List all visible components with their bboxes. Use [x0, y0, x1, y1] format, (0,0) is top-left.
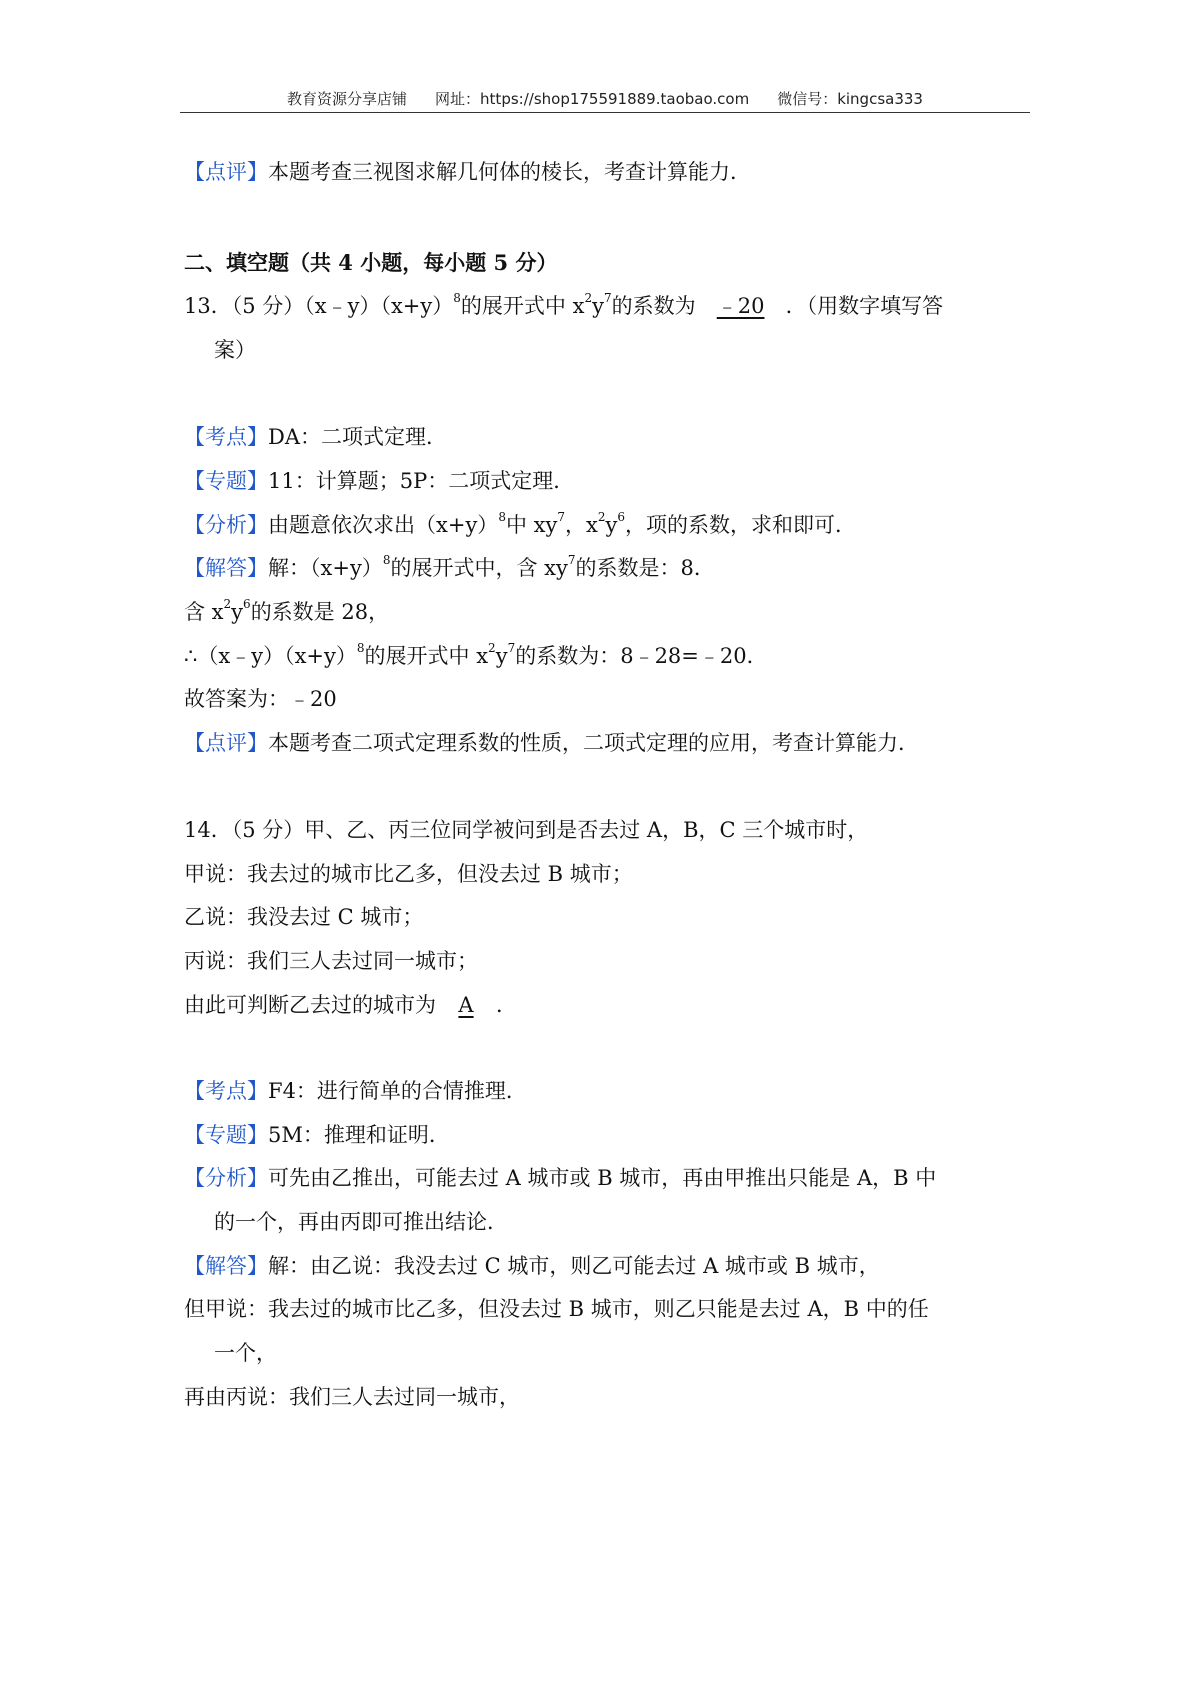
q13-prefix: 13．（5 分）（x﹣y）（x+y） [184, 294, 454, 318]
jieda-tag: 【解答】 [184, 1254, 268, 1278]
comment-text: 本题考查三视图求解几何体的棱长，考查计算能力． [268, 160, 751, 184]
q13-text: 的系数为 [611, 294, 696, 318]
zhuanti-tag: 【专题】 [184, 469, 268, 493]
wechat-id: 微信号：kingcsa333 [777, 90, 923, 108]
jieda-exp: 2 [223, 597, 232, 611]
q13-stem-cont: 案） [214, 338, 256, 362]
zhuanti-text: 5M：推理和证明． [268, 1123, 450, 1147]
shop-name: 教育资源分享店铺 [287, 90, 408, 108]
q14-jieda-line2: 但甲说：我去过的城市比乙多，但没去过 B 城市，则乙只能是去过 A，B 中的任 [184, 1297, 929, 1321]
site-url: https://shop175591889.taobao.com [480, 90, 750, 108]
header-divider [180, 112, 1030, 113]
jieda-text: 的系数是 28， [250, 600, 390, 624]
fenxi-text: 中 xy [505, 513, 558, 537]
q13-text: 的展开式中 x [460, 294, 585, 318]
q13-stem [184, 291, 943, 321]
jieda-text: y [495, 644, 508, 668]
q14-kaodian [184, 1076, 527, 1106]
jieda-text: y [231, 600, 244, 624]
q14-fenxi-cont: 的一个，再由丙即可推出结论． [214, 1210, 508, 1234]
jieda-exp: 7 [567, 553, 576, 567]
fenxi-tag: 【分析】 [184, 513, 268, 537]
q13-answer-blank: ﹣20 [716, 294, 765, 318]
fenxi-text: 可先由乙推出，可能去过 A 城市或 B 城市，再由甲推出只能是 A，B 中 [268, 1166, 937, 1190]
fenxi-text: y [605, 513, 618, 537]
q14-question [184, 990, 517, 1020]
prev-comment [184, 157, 751, 187]
site-label: 网址： [435, 90, 481, 108]
q14-line-jia: 甲说：我去过的城市比乙多，但没去过 B 城市； [184, 862, 633, 886]
fenxi-exp: 7 [557, 510, 565, 524]
kaodian-tag: 【考点】 [184, 1079, 268, 1103]
q13-jieda-line3 [184, 641, 768, 671]
q14-answer-blank: A [458, 993, 474, 1017]
q13-exp: 2 [584, 291, 593, 305]
fenxi-text: ，项的系数，求和即可． [624, 513, 856, 537]
jieda-text: 解：（x+y） [268, 556, 383, 580]
fenxi-text: 由题意依次求出（x+y） [268, 513, 499, 537]
zhuanti-tag: 【专题】 [184, 1123, 268, 1147]
zhuanti-text: 11：计算题；5P：二项式定理． [268, 469, 575, 493]
jieda-text: 的展开式中，含 xy [390, 556, 568, 580]
q14-zhuanti [184, 1120, 450, 1150]
kaodian-text: F4：进行简单的合情推理． [268, 1079, 527, 1103]
q14-jieda-line2-cont: 一个， [214, 1341, 277, 1365]
q13-suffix: ．（用数字填写答 [785, 294, 944, 318]
q13-text: y [592, 294, 604, 318]
jieda-text: 解：由乙说：我没去过 C 城市，则乙可能去过 A 城市或 B 城市， [268, 1254, 880, 1278]
jieda-exp: 7 [507, 641, 516, 655]
fenxi-exp: 2 [597, 510, 606, 524]
fenxi-exp: 6 [617, 510, 625, 524]
section-title: 二、填空题（共 4 小题，每小题 5 分） [184, 250, 558, 275]
q14-question-text: 由此可判断乙去过的城市为 [184, 993, 436, 1017]
q14-line-yi: 乙说：我没去过 C 城市； [184, 905, 424, 929]
q13-jieda [184, 553, 715, 583]
fenxi-exp: 8 [498, 510, 506, 524]
q14-stem: 14．（5 分）甲、乙、丙三位同学被问到是否去过 A，B，C 三个城市时， [184, 818, 869, 842]
q13-answer-line: 故答案为：﹣20 [184, 687, 337, 711]
q14-question-end: ． [496, 993, 517, 1017]
q14-fenxi [184, 1163, 936, 1193]
q14-line-bing: 丙说：我们三人去过同一城市； [184, 949, 478, 973]
dianping-tag: 【点评】 [184, 731, 268, 755]
fenxi-tag: 【分析】 [184, 1166, 268, 1190]
comment-tag: 【点评】 [184, 160, 268, 184]
q13-zhuanti [184, 466, 574, 496]
q14-jieda-line3: 再由丙说：我们三人去过同一城市， [184, 1385, 520, 1409]
kaodian-tag: 【考点】 [184, 425, 268, 449]
q14-jieda [184, 1251, 880, 1281]
jieda-exp: 8 [382, 553, 391, 567]
jieda-exp: 6 [243, 597, 251, 611]
kaodian-text: DA：二项式定理． [268, 425, 448, 449]
q13-kaodian [184, 422, 447, 452]
q13-fenxi [184, 510, 856, 540]
jieda-text: 的系数为：8﹣28=﹣20． [515, 644, 768, 668]
q13-exp: 7 [603, 291, 612, 305]
jieda-exp: 2 [488, 641, 496, 655]
dianping-text: 本题考查二项式定理系数的性质，二项式定理的应用，考查计算能力． [268, 731, 919, 755]
q13-dianping [184, 728, 919, 758]
jieda-text: 的展开式中 x [364, 644, 489, 668]
q13-exp: 8 [453, 291, 461, 305]
jieda-text: 含 x [184, 600, 224, 624]
q13-jieda-line2 [184, 597, 389, 627]
jieda-tag: 【解答】 [184, 556, 268, 580]
jieda-exp: 8 [356, 641, 365, 655]
page-header [180, 88, 1030, 109]
fenxi-text: ，x [564, 513, 598, 537]
jieda-text: 的系数是：8． [575, 556, 715, 580]
jieda-text: ∴（x﹣y）（x+y） [184, 644, 357, 668]
